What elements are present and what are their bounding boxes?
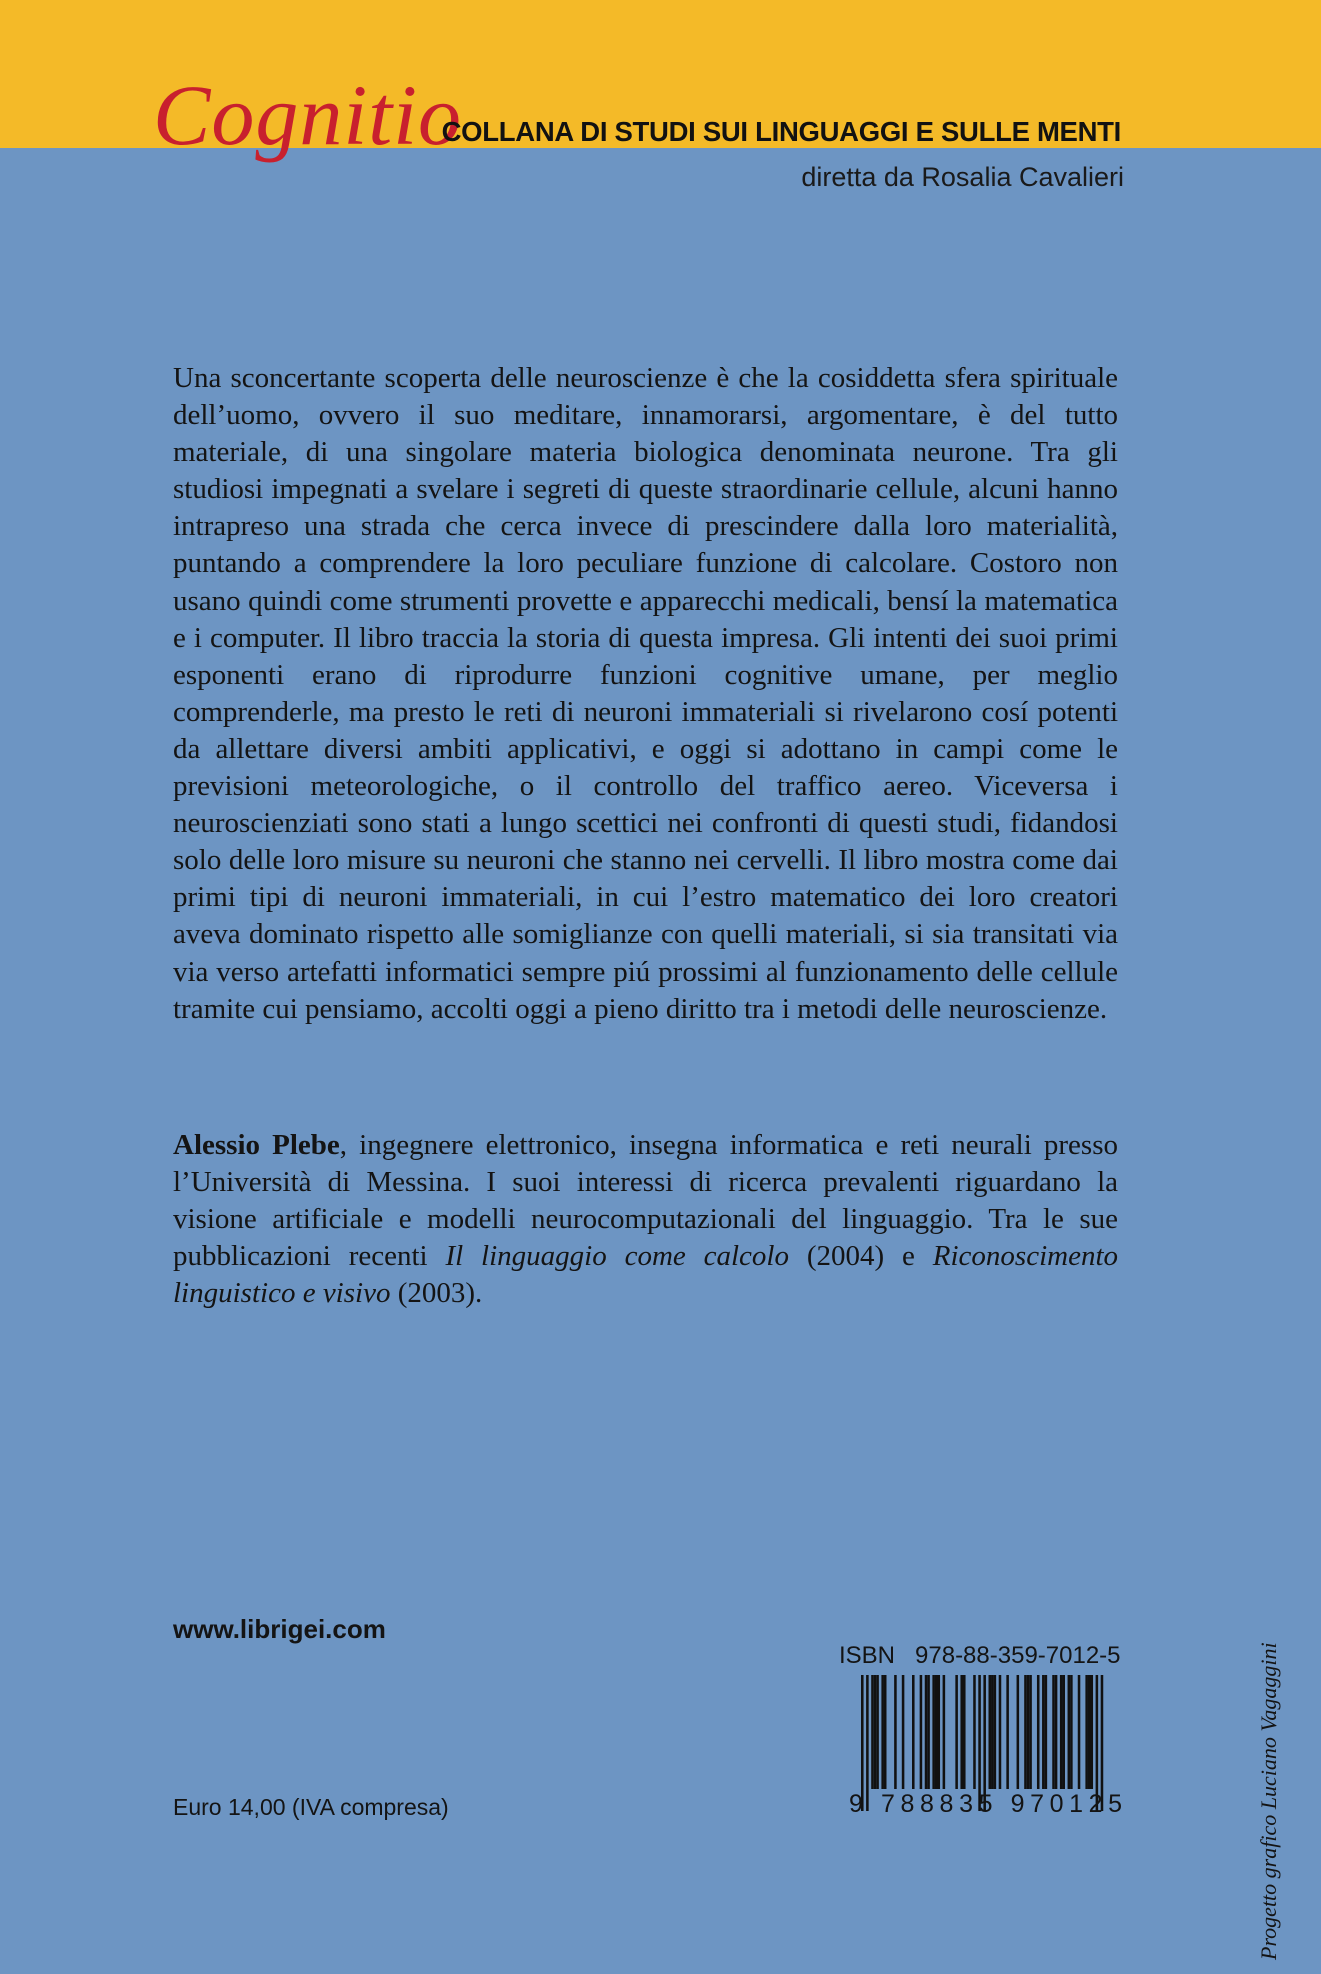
- barcode-bar: [973, 1675, 976, 1789]
- barcode-bar: [1024, 1675, 1027, 1789]
- barcode-bar: [1078, 1675, 1081, 1789]
- barcode-bar: [938, 1675, 941, 1789]
- barcode-bar: [994, 1675, 997, 1789]
- barcode-bar: [1029, 1675, 1032, 1789]
- barcode-bar: [1091, 1675, 1094, 1789]
- barcode-bar: [1037, 1675, 1040, 1789]
- barcode-bar: [1060, 1675, 1063, 1789]
- barcode-bar: [1055, 1675, 1058, 1789]
- barcode-bar: [1062, 1675, 1065, 1789]
- barcode-bar: [874, 1675, 877, 1789]
- barcode-bar: [1052, 1675, 1055, 1789]
- author-bio: [173, 1127, 1118, 1312]
- barcode-bar: [943, 1675, 946, 1789]
- barcode-bar: [1042, 1675, 1045, 1789]
- barcode-bar: [1068, 1675, 1071, 1789]
- publisher-website[interactable]: www.librigei.com: [173, 1614, 386, 1644]
- barcode-bar: [1027, 1675, 1030, 1789]
- book-title: Riconoscimento linguistico e visivo: [173, 1240, 1119, 1310]
- barcode-bar: [991, 1675, 994, 1789]
- author-name: Alessio Plebe: [173, 1129, 340, 1161]
- barcode-bar: [1017, 1675, 1020, 1789]
- barcode-bar: [920, 1675, 923, 1789]
- barcode-digits: 9 788835 970125: [849, 1790, 1128, 1818]
- barcode-bar: [963, 1675, 966, 1789]
- isbn-label: ISBN 978-88-359-7012-5: [839, 1642, 1121, 1669]
- barcode-bar: [1070, 1675, 1073, 1789]
- barcode-bar: [955, 1675, 958, 1789]
- series-name: Cognitio: [153, 67, 463, 163]
- barcode-bar: [894, 1675, 897, 1789]
- bio-text: (2004) e: [789, 1240, 933, 1273]
- barcode-bar: [1085, 1675, 1088, 1789]
- price-label: Euro 14,00 (IVA compresa): [173, 1794, 449, 1820]
- barcode-bar: [935, 1675, 938, 1789]
- barcode-bar: [960, 1675, 963, 1789]
- barcode-bar: [999, 1675, 1002, 1789]
- design-credit-wrap: [1245, 1640, 1305, 1960]
- bio-text: (2003).: [390, 1277, 483, 1310]
- barcode-bar: [989, 1675, 992, 1789]
- barcode-bar: [927, 1675, 930, 1789]
- series-director: diretta da Rosalia Cavalieri: [801, 162, 1124, 192]
- bio-text: , ingegnere elettronico, insegna informatica e reti neurali presso l’Università di Messina. I suoi interessi di ricerca prevalenti riguardano la visione artificiale e modelli neurocomputazionali del linguaggio. Tra le sue pubblicazioni recenti: [173, 1129, 1118, 1273]
- design-credit: Progetto grafico Luciano Vagaggini: [1256, 1642, 1281, 1960]
- barcode-bar: [1006, 1675, 1009, 1789]
- barcode-bar: [876, 1675, 879, 1789]
- barcode-bar: [902, 1675, 905, 1789]
- blurb-text: Una sconcertante scoperta delle neuroscienze è che la cosiddetta sfera spirituale dell’uomo, ovvero il suo meditare, innamorarsi, argomentare, è del tutto materiale, di una singolare materia biologica denominata neurone. Tra gli studiosi impegnati a svelare i segreti di queste straordinarie cellule, alcuni hanno intrapreso una strada che cerca invece di prescindere dalla loro materialità, puntando a comprendere la loro peculiare funzione di calcolare. Costoro non usano quindi come strumenti provette e apparecchi medicali, bensí la matematica e i computer. Il libro traccia la storia di questa impresa. Gli intenti dei suoi primi esponenti erano di riprodurre funzioni cognitive umane, per meglio comprenderle, ma presto le reti di neuroni immateriali si rivelarono cosí potenti da allettare diversi ambiti applicativi, e oggi si adottano in campi come le previsioni meteorologiche, o il controllo del traffico aereo. Viceversa i neuroscienziati sono stati a lungo scettici nei confronti di questi studi, fidandosi solo delle loro misure su neuroni che stanno nei cervelli. Il libro mostra come dai primi tipi di neuroni immateriali, in cui l’estro matematico dei loro creatori aveva dominato rispetto alle somiglianze con quelli materiali, si sia transitati via via verso artefatti informatici sempre piú prossimi al funzionamento delle cellule tramite cui pensiamo, accolti oggi a pieno diritto tra i metodi delle neuroscienze.: [173, 362, 1118, 1025]
- book-title: Il linguaggio come calcolo: [445, 1240, 789, 1273]
- barcode-bar: [1088, 1675, 1091, 1789]
- barcode-bar: [1045, 1675, 1048, 1789]
- barcode-bar: [912, 1675, 915, 1789]
- barcode-bar: [871, 1675, 874, 1789]
- barcode-bar: [884, 1675, 887, 1789]
- series-tagline: COLLANA DI STUDI SUI LINGUAGGI E SULLE MENTI: [441, 116, 1121, 147]
- barcode-bar: [932, 1675, 935, 1789]
- barcode-bar: [881, 1675, 884, 1789]
- barcode-bar: [925, 1675, 928, 1789]
